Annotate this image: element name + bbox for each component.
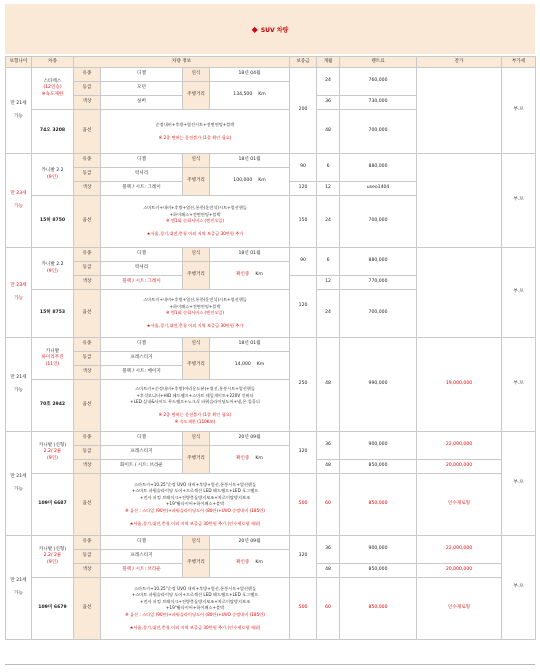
year-label: 연식 xyxy=(183,68,210,82)
months: 48 xyxy=(317,110,340,154)
rent-fee: useo1404 xyxy=(340,182,417,196)
page-header xyxy=(5,4,535,54)
insurance-age xyxy=(6,338,32,432)
options-label: 옵션 xyxy=(74,380,101,432)
insurance-age xyxy=(6,154,32,248)
months: 6 xyxy=(317,248,340,276)
deposit: 120 xyxy=(290,182,317,196)
mileage-unit: Km xyxy=(256,362,265,368)
text-line: +후석모니터+HID 헤드램프+스마트 테일게이트+220V 인버터 xyxy=(136,392,254,398)
car-model xyxy=(32,68,74,110)
rent-fee: 730,000 xyxy=(340,96,417,110)
options-label: 옵션 xyxy=(74,578,101,640)
options-text xyxy=(101,474,290,536)
fuel-label: 유종 xyxy=(74,154,101,168)
table-row xyxy=(6,474,536,536)
rent-fee: 700,000 xyxy=(340,110,417,154)
deposit: 320 xyxy=(290,432,317,474)
months: 36 xyxy=(317,432,340,460)
text-line: +스마트 파워슬라이딩 도어+프로젝션 LED 헤드램프+LED 포그램프 xyxy=(131,592,259,598)
residual xyxy=(417,154,502,248)
residual: 22,000,000 xyxy=(417,432,502,460)
residual: 20,000,000 xyxy=(417,564,502,578)
rental-table xyxy=(5,56,536,640)
col-header: 렌트료 xyxy=(340,57,417,68)
text-line: ※ 엔1회 순회서비스 (엔진오일) xyxy=(166,310,224,316)
mileage-label: 주행거리 xyxy=(183,168,210,196)
model-sub: (9인) xyxy=(47,174,58,180)
mileage-value xyxy=(210,82,290,110)
model-sub2: (11인) xyxy=(45,361,60,367)
col-header: 부가세 xyxy=(502,57,536,68)
grade-value: 모던 xyxy=(101,82,183,96)
mileage-value xyxy=(210,352,290,380)
text-line: ★서울,경기,대전,충청 이외 지역 보증금 30만원 추가 xyxy=(146,323,244,329)
grade-value: 프레스티지 xyxy=(101,352,183,366)
model-note: ※속도제한 xyxy=(41,91,64,97)
text-line: ※ 2종 면허는 운전불가 (1종 확인 필요) xyxy=(158,412,232,417)
car-model xyxy=(32,248,74,290)
mileage-number: 확인중 xyxy=(236,272,250,278)
months: 60 xyxy=(317,474,340,536)
car-plate: 15허 8750 xyxy=(32,196,74,248)
text-line: 스마트키+순정내비+후방(어라운드뷰)+열선,통풍시트+열선핸들 xyxy=(135,386,255,391)
mileage-value xyxy=(210,262,290,290)
grade-label: 등급 xyxy=(74,82,101,96)
text-line: 스마트키+10.25"순정 UVO 내비+후방+열선,통풍시트+열선핸들 xyxy=(134,585,257,591)
age-text: 만 23세 xyxy=(10,283,27,289)
color-label: 색상 xyxy=(74,564,101,578)
grade-label: 등급 xyxy=(74,446,101,460)
deposit: 320 xyxy=(290,536,317,578)
text-line: ※ 속도제한 (110Km) xyxy=(174,418,216,424)
rent-fee: 850,000 xyxy=(340,578,417,640)
age-text: 만 21세 xyxy=(10,375,27,381)
text-line: ※ 엔1회 순회서비스 (엔진오일) xyxy=(166,218,224,224)
insurance-age xyxy=(6,536,32,640)
mileage-unit: Km xyxy=(255,272,263,278)
vat: 부.포 xyxy=(502,154,536,248)
grade-label: 등급 xyxy=(74,352,101,366)
year-label: 연식 xyxy=(183,536,210,550)
rent-fee: 700,000 xyxy=(340,196,417,248)
vat: 부.포 xyxy=(502,248,536,338)
text-line: +LED 실내&사이드 무드램프+노크식 파워슬라이딩도어+냉,온 컵홀더 xyxy=(130,399,260,404)
text-line: ※ 옵션 : 스타일 (90만)+파워슬라이딩도어 (80만)+UVO 순정내비 (185만) xyxy=(125,507,265,513)
color-value: 블랙 / 시트: 그레이 xyxy=(101,276,183,290)
fuel-value: 디젤 xyxy=(101,154,183,168)
year-value: 18년 01월 xyxy=(210,338,290,352)
col-header: 차량 정보 xyxy=(74,57,290,68)
options-label: 옵션 xyxy=(74,474,101,536)
model-sub2: (9인) xyxy=(47,455,58,461)
fuel-label: 유종 xyxy=(74,536,101,550)
vat: 부.포 xyxy=(502,68,536,154)
fuel-value: 디젤 xyxy=(101,432,183,446)
model-name: 스타렉스 xyxy=(43,79,62,85)
rent-fee: 700,000 xyxy=(340,290,417,338)
color-label: 색상 xyxy=(74,460,101,474)
age-text: 만 23세 xyxy=(10,191,27,197)
page-title: SUV 차량 xyxy=(260,26,289,34)
model-sub: 2.2/ 2륜 xyxy=(43,449,62,455)
year-value: 18년 01월 xyxy=(210,248,290,262)
table-row xyxy=(6,248,536,262)
mileage-number: 확인중 xyxy=(236,560,250,566)
table-row xyxy=(6,338,536,352)
mileage-value xyxy=(210,168,290,196)
car-plate: 109미 6687 xyxy=(32,474,74,536)
deposit: 250 xyxy=(290,338,317,432)
vat: 부.포 xyxy=(502,536,536,640)
mileage-number: 확인중 xyxy=(236,456,250,462)
model-sub: 2.2/ 2륜 xyxy=(43,553,62,559)
deposit: 120 xyxy=(290,276,317,338)
residual xyxy=(417,248,502,338)
months: 24 xyxy=(317,290,340,338)
car-model xyxy=(32,536,74,578)
text-line: 스마트키+10.25"순정 UVO 내비+후방+열선,통풍시트+열선핸들 xyxy=(134,481,257,487)
residual: 인수제로형 xyxy=(417,578,502,640)
months: 48 xyxy=(317,460,340,474)
mileage-value xyxy=(210,550,290,578)
text-line: ★서울,경기,대전,충청 이외 지역 보증금 30만원 추가 (인수제로형 제외) xyxy=(129,520,261,526)
model-name: 카니발 2.2 xyxy=(41,262,64,268)
months: 12 xyxy=(317,276,340,290)
table-row xyxy=(6,578,536,640)
fuel-label: 유종 xyxy=(74,338,101,352)
age-text: 가능 xyxy=(14,590,23,596)
grade-label: 등급 xyxy=(74,262,101,276)
color-value: 블랙 / 시트: 그레이 xyxy=(101,182,183,196)
color-value: 블랙 / 시트: 브라운 xyxy=(101,564,183,578)
mileage-unit: Km xyxy=(258,178,266,184)
color-label: 색상 xyxy=(74,96,101,110)
text-line: ★서울,경기,대전,충청 이외 지역 보증금 30만원 추가 xyxy=(146,231,244,237)
footer-rule xyxy=(5,664,535,665)
car-plate: 109미 6679 xyxy=(32,578,74,640)
fuel-value: 디젤 xyxy=(101,68,183,82)
model-sub: 하이리무진 xyxy=(41,355,64,361)
deposit: 150 xyxy=(290,196,317,248)
year-label: 연식 xyxy=(183,432,210,446)
year-label: 연식 xyxy=(183,154,210,168)
age-text: 가능 xyxy=(14,295,23,301)
options-text xyxy=(101,380,290,432)
year-value: 18년 01월 xyxy=(210,154,290,168)
months: 36 xyxy=(317,536,340,564)
age-text: 가능 xyxy=(14,203,23,209)
model-name: 카니발 2.2 xyxy=(41,168,64,174)
months: 48 xyxy=(317,564,340,578)
insurance-age xyxy=(6,68,32,154)
mileage-label: 주행거리 xyxy=(183,82,210,110)
residual: 19,000,000 xyxy=(417,338,502,432)
col-header: 잔가 xyxy=(417,57,502,68)
color-label: 색상 xyxy=(74,366,101,380)
car-plate: 74오 3208 xyxy=(32,110,74,154)
mileage-number: 100,000 xyxy=(233,178,253,184)
vat: 부.포 xyxy=(502,432,536,536)
months: 24 xyxy=(317,196,340,248)
text-line: +19"휠타이어+하이패스+블박 xyxy=(165,605,225,611)
mileage-value xyxy=(210,446,290,474)
rent-fee: 880,000 xyxy=(340,248,417,276)
rent-fee: 900,000 xyxy=(340,536,417,564)
model-name: 카니발 xyxy=(45,349,60,355)
text-line: ※ 옵션 : 스타일 (90만)+파워슬라이딩도어 (80만)+UVO 순정내비 (185만) xyxy=(125,611,265,617)
deposit: 500 xyxy=(290,578,317,640)
insurance-age xyxy=(6,248,32,338)
rent-fee: 760,000 xyxy=(340,68,417,96)
year-value: 18년 04월 xyxy=(210,68,290,82)
color-value: 화이트 / 시트: 브라운 xyxy=(101,460,183,474)
mileage-number: 134,500 xyxy=(233,92,253,98)
months: 48 xyxy=(317,338,340,432)
table-row xyxy=(6,68,536,82)
deposit: 200 xyxy=(290,68,317,154)
age-text: 가능 xyxy=(14,486,23,492)
table-header-row xyxy=(6,57,536,68)
options-label: 옵션 xyxy=(74,110,101,154)
deposit: 500 xyxy=(290,474,317,536)
months: 12 xyxy=(317,182,340,196)
mileage-label: 주행거리 xyxy=(183,262,210,290)
table-row xyxy=(6,154,536,168)
rent-fee: 850,000 xyxy=(340,474,417,536)
insurance-age xyxy=(6,432,32,536)
grade-value: 럭셔리 xyxy=(101,168,183,182)
residual: 22,000,000 xyxy=(417,536,502,564)
residual: 20,000,000 xyxy=(417,460,502,474)
months: 36 xyxy=(317,96,340,110)
color-label: 색상 xyxy=(74,276,101,290)
text-line: +전자 파킹 브레이크+전방충돌방지보조+차로이탈방지보조 xyxy=(139,598,251,604)
text-line: +하이패스+전면썬팅+블박 xyxy=(169,211,221,217)
rent-fee: 900,000 xyxy=(340,432,417,460)
fuel-value: 디젤 xyxy=(101,338,183,352)
text-line: ※ 2종 면허는 운전불가 (1종 확인 필요) xyxy=(158,134,232,140)
fuel-value: 디젤 xyxy=(101,248,183,262)
year-label: 연식 xyxy=(183,338,210,352)
table-row xyxy=(6,536,536,550)
car-plate: 15허 8753 xyxy=(32,290,74,338)
options-text xyxy=(101,578,290,640)
color-value: 실버 xyxy=(101,96,183,110)
model-sub2: (9인) xyxy=(47,559,58,565)
diamond-icon: ◆ xyxy=(251,24,258,34)
mileage-unit: Km xyxy=(258,92,266,98)
text-line: +19"휠타이어+하이패스+블박 xyxy=(165,501,225,507)
col-header: 보증금 xyxy=(290,57,317,68)
model-name: 카니발 (신형) xyxy=(38,547,67,553)
deposit: 90 xyxy=(290,154,317,182)
fuel-label: 유종 xyxy=(74,432,101,446)
age-text: 가능 xyxy=(14,113,23,119)
fuel-label: 유종 xyxy=(74,68,101,82)
fuel-label: 유종 xyxy=(74,248,101,262)
year-label: 연식 xyxy=(183,248,210,262)
grade-label: 등급 xyxy=(74,550,101,564)
model-sub: (9인) xyxy=(47,268,58,274)
table-body xyxy=(6,68,536,640)
rent-fee: 880,000 xyxy=(340,154,417,182)
months: 6 xyxy=(317,154,340,182)
col-header: 차종 xyxy=(32,57,74,68)
year-value: 20년 09월 xyxy=(210,432,290,446)
options-text xyxy=(101,196,290,248)
vat: 부.포 xyxy=(502,338,536,432)
deposit: 90 xyxy=(290,248,317,276)
color-value: 블랙 / 시트: 베이지 xyxy=(101,366,183,380)
table-row xyxy=(6,432,536,446)
mileage-unit: Km xyxy=(255,456,263,462)
age-text: 가능 xyxy=(14,387,23,393)
months: 24 xyxy=(317,68,340,96)
mileage-unit: Km xyxy=(255,560,263,566)
grade-value: 프레스티지 xyxy=(101,446,183,460)
model-sub: (12인승) xyxy=(43,85,62,91)
mileage-label: 주행거리 xyxy=(183,446,210,474)
rent-fee: 990,000 xyxy=(340,338,417,432)
text-line: +하이패스+전면썬팅+블박 xyxy=(169,303,221,309)
age-text: 만 21세 xyxy=(10,474,27,480)
residual: 인수제로형 xyxy=(417,474,502,536)
text-line: +스마트 파워슬라이딩 도어+프로젝션 LED 헤드램프+LED 포그램프 xyxy=(131,488,259,494)
grade-value: 럭셔리 xyxy=(101,262,183,276)
text-line: +전자 파킹 브레이크+전방충돌방지보조+차로이탈방지보조 xyxy=(139,494,251,500)
model-name: 카니발 (신형) xyxy=(38,443,67,449)
options-text xyxy=(101,110,290,154)
text-line: 순정내비+후방+열선시트+전면썬팅+블박 xyxy=(155,121,235,127)
fuel-value: 디젤 xyxy=(101,536,183,550)
car-model xyxy=(32,154,74,196)
text-line: 스마트키+내비+후방+열선,통풍(운전석)시트+열선핸들 xyxy=(143,297,247,303)
rent-fee: 850,000 xyxy=(340,564,417,578)
car-model xyxy=(32,432,74,474)
grade-value: 프레스티지 xyxy=(101,550,183,564)
options-label: 옵션 xyxy=(74,290,101,338)
color-label: 색상 xyxy=(74,182,101,196)
months: 60 xyxy=(317,578,340,640)
car-model xyxy=(32,338,74,380)
col-header: 개월 xyxy=(317,57,340,68)
mileage-label: 주행거리 xyxy=(183,550,210,578)
options-label: 옵션 xyxy=(74,196,101,248)
year-value: 20년 09월 xyxy=(210,536,290,550)
col-header: 보험나이 xyxy=(6,57,32,68)
age-text: 만 21세 xyxy=(10,101,27,107)
mileage-number: 14,000 xyxy=(234,362,251,368)
rent-fee: 770,000 xyxy=(340,276,417,290)
car-plate: 70호 2942 xyxy=(32,380,74,432)
options-text xyxy=(101,290,290,338)
residual xyxy=(417,68,502,154)
mileage-label: 주행거리 xyxy=(183,352,210,380)
text-line: ★서울,경기,대전,충청 이외 지역 보증금 30만원 추가 (인수제로형 제외) xyxy=(129,624,261,630)
text-line: 스마트키+내비+후방+열선,통풍(운전석)시트+열선핸들 xyxy=(143,205,247,211)
grade-label: 등급 xyxy=(74,168,101,182)
age-text: 만 21세 xyxy=(10,578,27,584)
rent-fee: 850,000 xyxy=(340,460,417,474)
